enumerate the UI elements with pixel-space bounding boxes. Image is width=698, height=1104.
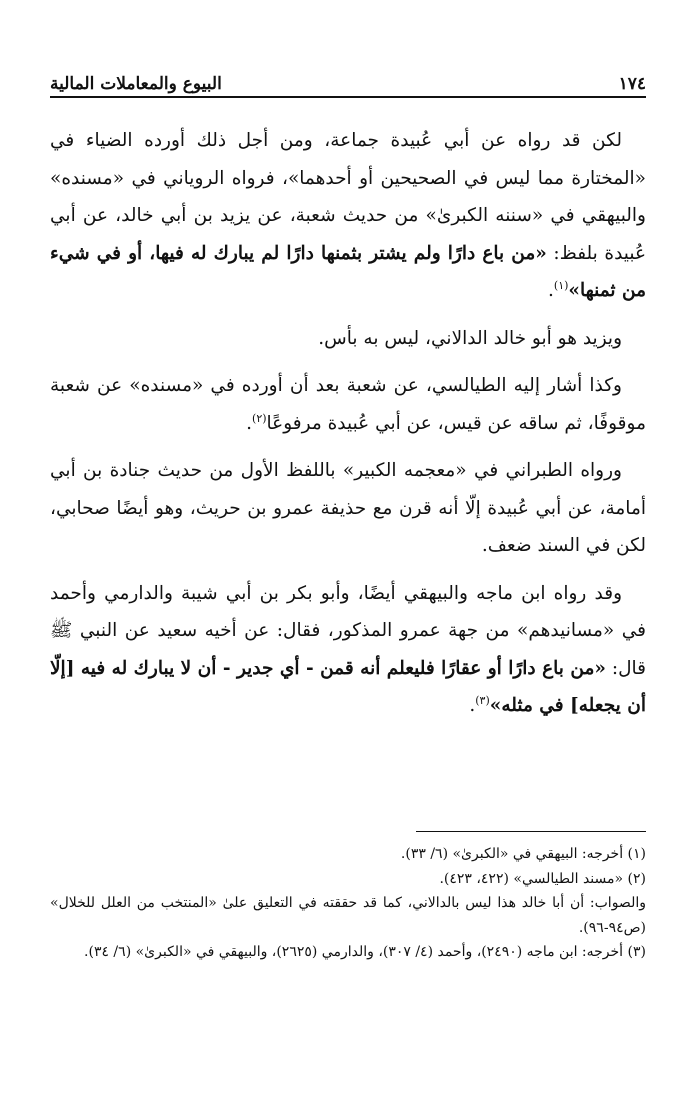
paragraph-4: ورواه الطبراني في «معجمه الكبير» باللفظ الأول من حديث جنادة بن أبي أمامة، عن أبي عُبيدة إلّا أنه قرن مع حذيفة عمرو بن حريث، وهو أيضًا صحابي، لكن في السند ضعف. bbox=[50, 460, 646, 556]
paragraph-1 bbox=[50, 122, 646, 310]
paragraph-3-text: وكذا أشار إليه الطيالسي، عن شعبة بعد أن أورده في «مسنده» عن شعبة موقوفًا، ثم ساقه عن قيس، عن أبي عُبيدة مرفوعًا bbox=[50, 375, 646, 434]
footnote-ref-2: (٢) bbox=[252, 411, 267, 425]
paragraph-1-end: . bbox=[548, 280, 554, 301]
hadith-quote-1: «من باع دارًا ولم يشتر بثمنها دارًا لم يبارك له فيها، أو في شيء من ثمنها» bbox=[50, 242, 646, 301]
footnote-2: (٢) «مسند الطيالسي» (٤٢٢، ٤٢٣). bbox=[439, 870, 646, 887]
paragraph-3 bbox=[50, 367, 646, 442]
footnote-ref-1: (١) bbox=[553, 278, 569, 292]
paragraph-5-text: وقد رواه ابن ماجه والبيهقي أيضًا، وأبو بكر بن أبي شيبة والدارمي وأحمد في «مسانيدهم» من جهة عمرو المذكور، فقال: عن أخيه سعيد عن النبي ﷺ قال: bbox=[50, 582, 646, 679]
paragraph-5-end: . bbox=[469, 695, 476, 716]
footnote-2-continuation: والصواب: أن أبا خالد هذا ليس بالدالاني، كما قد حققته في التعليق علىٰ «المنتخب من العلل للخلال» (ص٩٤-٩٦). bbox=[50, 895, 646, 936]
running-title: البيوع والمعاملات المالية bbox=[50, 74, 222, 94]
page-number: ١٧٤ bbox=[618, 74, 646, 94]
paragraph-1-text: لكن قد رواه عن أبي عُبيدة جماعة، ومن أجل ذلك أورده الضياء في «المختارة مما ليس في الصحيحين أو أحدهما»، فرواه الروياني في «مسنده» والبيهقي في «سننه الكبرىٰ» من حديث شعبة، عن يزيد بن أبي خالد، عن أبي عُبيدة بلفظ: bbox=[50, 130, 646, 264]
header-rule bbox=[50, 96, 646, 98]
hadith-quote-2: «من باع دارًا أو عقارًا فليعلم أنه قمن - أي جدير - أن لا يبارك له فيه [إلّا أن يجعله] في مثله» bbox=[50, 657, 646, 716]
page-header bbox=[50, 60, 646, 94]
paragraph-2: ويزيد هو أبو خالد الدالاني، ليس به بأس. bbox=[318, 327, 622, 349]
main-text bbox=[50, 122, 646, 735]
paragraph-3-end: . bbox=[246, 412, 253, 434]
footnotes bbox=[50, 842, 646, 965]
footnote-separator bbox=[416, 831, 646, 832]
footnote-1: (١) أخرجه: البيهقي في «الكبرىٰ» (٦/ ٣٣). bbox=[400, 846, 646, 862]
footnote-ref-3: (٣) bbox=[475, 693, 490, 707]
footnote-3: (٣) أخرجه: ابن ماجه (٢٤٩٠)، وأحمد (٤/ ٣٠٧)، والدارمي (٢٦٢٥)، والبيهقي في «الكبرىٰ» (٦/ ٣٤). bbox=[84, 944, 646, 960]
paragraph-5 bbox=[50, 575, 646, 725]
